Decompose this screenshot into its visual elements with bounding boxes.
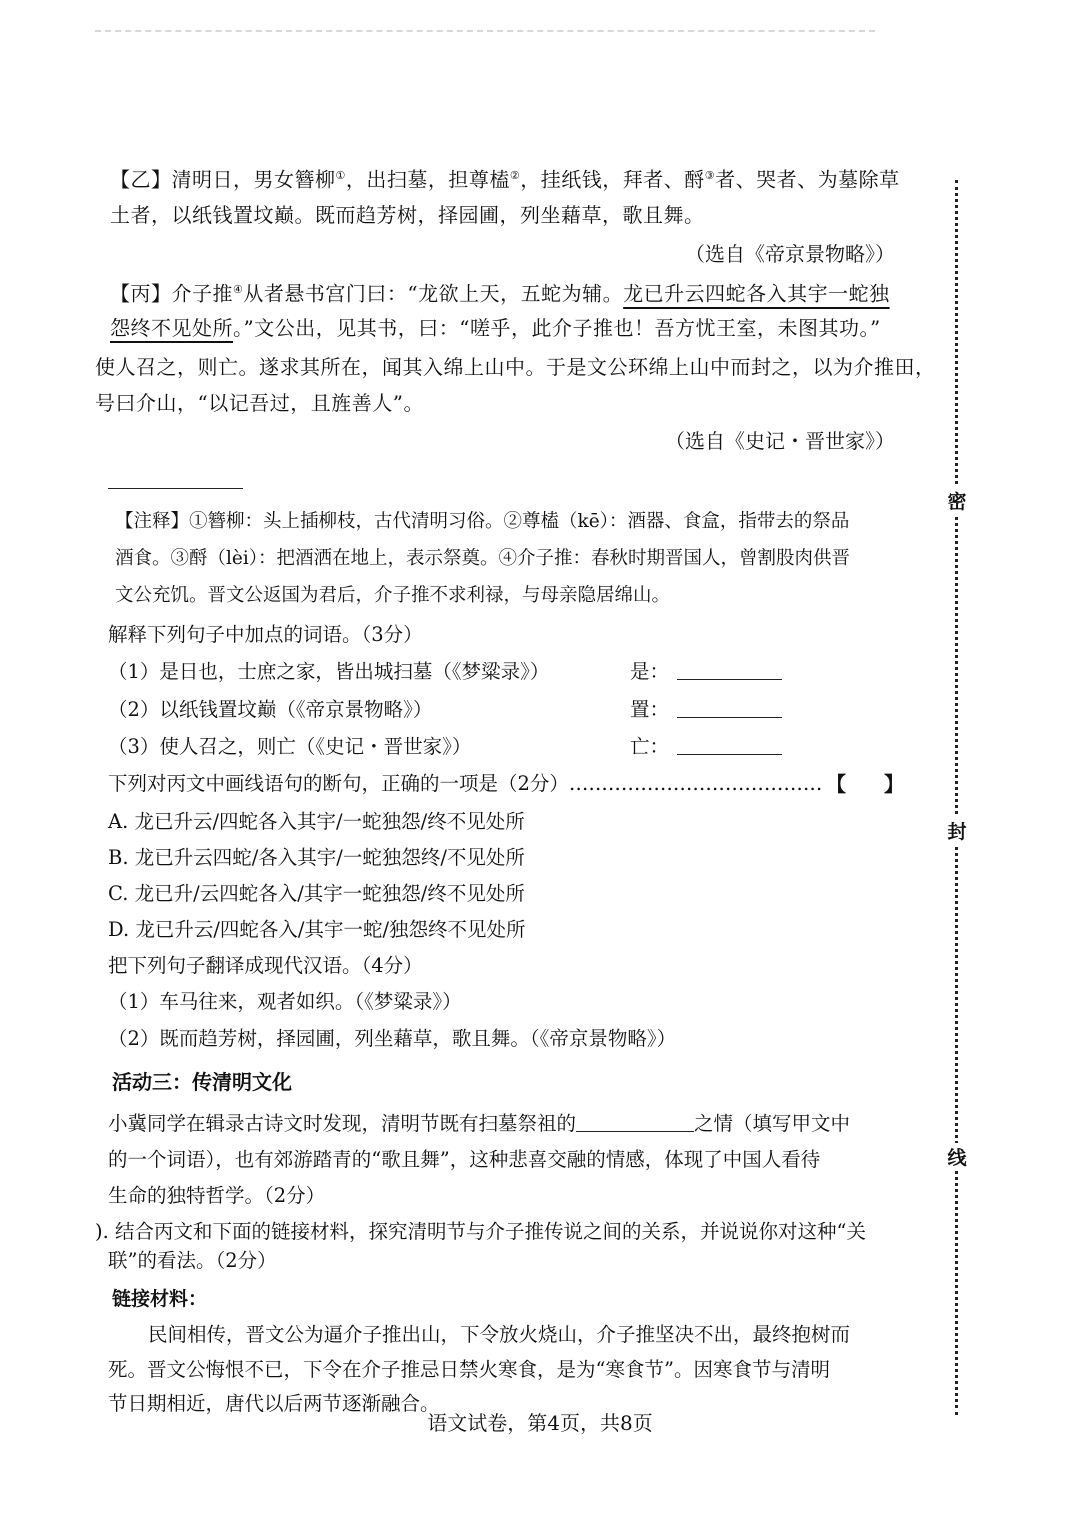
q1-item-1: （1）是日也，士庶之家，皆出城扫墓（《梦粱录》） bbox=[108, 660, 550, 683]
answer-bracket-close: 】 bbox=[884, 772, 904, 796]
underlined-sentence: 龙已升云四蛇各入其宇一蛇独 bbox=[623, 281, 890, 306]
answer-blank[interactable] bbox=[576, 1117, 694, 1132]
link-line-1: 民间相传，晋文公为逼介子推出山，下令放火烧山，介子推坚决不出，最终抱树而 bbox=[148, 1323, 851, 1346]
q2-option-c: C. 龙已升/云四蛇各入/其宇一蛇独怨/终不见处所 bbox=[108, 882, 525, 905]
q3-item-1: （1）车马往来，观者如织。（《梦粱录》） bbox=[108, 990, 462, 1013]
link-line-2: 死。晋文公悔恨不已，下令在介子推忌日禁火寒食，是为“寒食节”。因寒食节与清明 bbox=[108, 1358, 830, 1381]
q3-item-2: （2）既而趋芳树，择园圃，列坐藉草，歌且舞。（《帝京景物略》） bbox=[108, 1027, 677, 1050]
q2-option-d: D. 龙已升云/四蛇各入/其宇一蛇/独怨终不见处所 bbox=[108, 918, 526, 941]
q1-item-3: （3）使人召之，则亡（《史记・晋世家》） bbox=[108, 735, 472, 758]
a3-q2-line-1: ). 结合丙文和下面的链接材料，探究清明节与介子推传说之间的关系，并说说你对这种“关 bbox=[95, 1220, 866, 1243]
q2-option-a: A. 龙已升云/四蛇各入其宇/一蛇独怨/终不见处所 bbox=[108, 810, 525, 833]
answer-blank[interactable] bbox=[677, 665, 782, 680]
answer-bracket-open[interactable]: 【 bbox=[826, 772, 846, 796]
top-scan-line bbox=[95, 30, 875, 32]
q1-stem: 解释下列句子中加点的词语。（3分） bbox=[108, 623, 423, 646]
yi-line-2: 土者，以纸钱置坟巅。既而趋芳树，择园圃，列坐藉草，歌且舞。 bbox=[110, 203, 705, 227]
notes-divider bbox=[108, 488, 243, 489]
bing-line-2: 怨终不见处所。”文公出，见其书，曰：“嗟乎，此介子推也！吾方忧王室，未图其功。” bbox=[110, 316, 881, 340]
a3-q1-line-2: 的一个词语），也有郊游踏青的“歌且舞”，这种悲喜交融的情感，体现了中国人看待 bbox=[108, 1148, 821, 1171]
yi-source: （选自《帝京景物略》） bbox=[685, 242, 895, 266]
seal-dotted-line bbox=[955, 180, 958, 1415]
link-material-title: 链接材料： bbox=[112, 1288, 208, 1310]
notes-line-1: 【注释】①簪柳：头上插柳枝，古代清明习俗。②尊榼（kē）：酒器、食盒，指带去的祭品 bbox=[115, 511, 850, 532]
q1-answer-2: 置： bbox=[630, 692, 782, 728]
notes-line-3: 文公充饥。晋文公返国为君后，介子推不求利禄，与母亲隐居绵山。 bbox=[115, 585, 671, 606]
answer-blank[interactable] bbox=[677, 703, 782, 718]
a3-q1-line-1: 小冀同学在辑录古诗文时发现，清明节既有扫墓祭祖的 之情（填写甲文中 bbox=[108, 1112, 851, 1135]
seal-char-feng: 封 bbox=[945, 817, 969, 844]
link-line-3: 节日期相近，唐代以后两节逐渐融合。 bbox=[108, 1392, 440, 1415]
q2-stem: 下列对丙文中画线语句的断句，正确的一项是（2分）………………………………… bbox=[108, 772, 823, 795]
bing-line-3: 使人召之，则亡。遂求其所在，闻其入绵上山中。于是文公环绵上山中而封之，以为介推田， bbox=[95, 355, 936, 379]
q1-answer-1: 是： bbox=[630, 654, 782, 690]
a3-q2-line-2: 联”的看法。（2分） bbox=[108, 1249, 277, 1272]
yi-line-1: 【乙】清明日，男女簪柳①，出扫墓，担尊榼②，挂纸钱，拜者、酹③者、哭者、为墓除草 bbox=[110, 167, 900, 192]
bing-line-1: 【丙】介子推④从者悬书宫门曰：“龙欲上天，五蛇为辅。龙已升云四蛇各入其宇一蛇独 bbox=[110, 281, 890, 306]
q1-item-2: （2）以纸钱置坟巅（《帝京景物略》） bbox=[108, 698, 433, 721]
q1-answer-3: 亡： bbox=[630, 729, 782, 765]
bing-line-4: 号曰介山，“以记吾过，且旌善人”。 bbox=[95, 391, 424, 415]
a3-q1-line-3: 生命的独特哲学。（2分） bbox=[108, 1184, 326, 1207]
underlined-sentence-cont: 怨终不见处所 bbox=[110, 316, 233, 340]
bing-source: （选自《史记・晋世家》） bbox=[665, 429, 895, 453]
notes-line-2: 酒食。③酹（lèi）：把酒洒在地上，表示祭奠。④介子推：春秋时期晋国人，曾割股肉供晋 bbox=[115, 548, 851, 569]
answer-blank[interactable] bbox=[677, 740, 782, 755]
q2-option-b: B. 龙已升云四蛇/各入其宇/一蛇独怨终/不见处所 bbox=[108, 846, 525, 869]
q3-stem: 把下列句子翻译成现代汉语。（4分） bbox=[108, 954, 423, 977]
activity-3-title: 活动三：传清明文化 bbox=[112, 1070, 292, 1094]
seal-char-xian: 线 bbox=[945, 1143, 969, 1170]
page-footer: 语文试卷，第4页，共8页 bbox=[427, 1411, 653, 1435]
seal-char-mi: 密 bbox=[945, 487, 969, 514]
